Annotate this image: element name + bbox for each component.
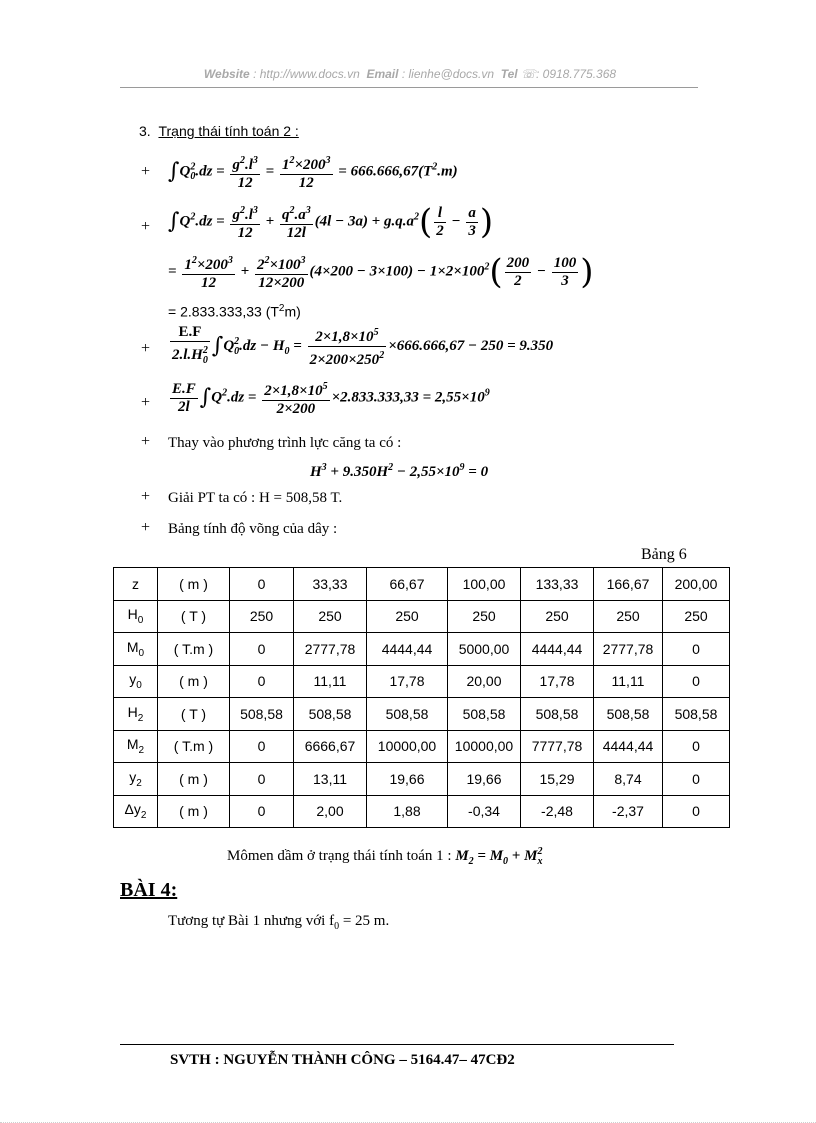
row-symbol: $M_2$: [114, 730, 158, 763]
eq2b-frac-4: [552, 255, 579, 290]
eq5-d: = 0: [464, 464, 489, 480]
eq1-unit-tail: .m): [437, 163, 458, 180]
row-unit: ( T ): [158, 600, 230, 633]
table-cell: -0,34: [448, 795, 521, 828]
table-row: [114, 795, 730, 828]
table-cell: 1,88: [367, 795, 448, 828]
eq1-result: 666.666,67(T: [350, 163, 433, 180]
caption-c: + M: [508, 848, 538, 864]
table-row: [114, 633, 730, 666]
table-cell: 15,29: [521, 763, 594, 796]
eq5-a: H: [310, 464, 322, 480]
row-unit: ( m ): [158, 795, 230, 828]
line-substitute: Thay vào phương trình lực căng ta có :: [168, 435, 402, 451]
eq3-n2: 2×1,8×10: [315, 329, 374, 345]
eq2b-n1: 1: [184, 257, 192, 273]
eq1-d1: 12: [237, 175, 253, 191]
eq1-frac-2: $\frac{1^2\times 200^3}{12}$: [280, 152, 333, 192]
table-cell: 508,58: [448, 698, 521, 731]
eq2c-tail: m): [284, 303, 301, 320]
table-cell: 250: [663, 600, 730, 633]
table-cell: 11,11: [594, 665, 663, 698]
equation-2b: = $\frac{1^2\times 200^3}{12}$ + $\frac{2^2\times 100^3}{12\times 200}$ $(4\times 200 - 3\times 100) - 1\times 2\times 100^2$( $\frac{200}{2}$ − $\frac{100}{3}$ ): [168, 252, 594, 292]
table-cell: 508,58: [594, 698, 663, 731]
eq4-n1: E.F: [172, 380, 196, 397]
eq3-frac-2: $\frac{2\times 1,8\times 10^5}{2\times 200\times 250^2}$: [308, 324, 387, 369]
table-cell: 250: [521, 600, 594, 633]
table-cell: 0: [663, 763, 730, 796]
table-cell: 0: [663, 730, 730, 763]
eq2-frac-2: $\frac{q^2.a^3}{12l}$: [280, 202, 313, 242]
row-symbol: $H_2$: [114, 698, 158, 731]
eq2c-value: = 2.833.333,33 (T: [168, 303, 279, 320]
eq2b-frac-1: $\frac{1^2\times 200^3}{12}$: [182, 252, 235, 292]
eq5-b: + 9.350H: [326, 464, 389, 480]
deflection-table: [113, 567, 730, 828]
eq2-frac-1: $\frac{g^2.l^3}{12}$: [230, 202, 259, 242]
table-cell: 10000,00: [367, 730, 448, 763]
eq2b-d2: 12×200: [258, 275, 305, 291]
table-cell: 4444,44: [521, 633, 594, 666]
eq2b-d3: 2: [514, 272, 522, 289]
integral-icon: ∫: [168, 159, 180, 184]
table-caption: [227, 843, 542, 871]
table-cell: 508,58: [230, 698, 294, 731]
eq3-frac-1: $\frac{E.F}{2.l.H_0^2}$: [172, 324, 208, 366]
table-cell: 250: [594, 600, 663, 633]
eq2-mid: (4l − 3a) + g.q.a: [314, 213, 414, 230]
email-label: Email: [366, 67, 399, 81]
section-title-text: Trạng thái tính toán 2 :: [158, 123, 299, 139]
page-header: [120, 67, 700, 81]
eq3-n1: E.F: [170, 324, 210, 342]
table-cell: 166,67: [594, 568, 663, 601]
table-cell: 0: [230, 730, 294, 763]
equation-4: $\frac{E.F}{2l}$ $\int Q^2.dz$ = $\frac{2\times 1,8\times 10^5}{2\times 200}$ $\times 2.833.333,33 = 2,55\times 10^9$: [168, 378, 490, 418]
tel-label: Tel: [500, 67, 518, 81]
eq1-n2: 1: [281, 157, 290, 173]
eq2b-d4: 3: [561, 272, 569, 289]
row-unit: ( m ): [158, 665, 230, 698]
table-cell: 13,11: [294, 763, 367, 796]
eq2b-n4: 100: [553, 254, 577, 271]
line-table-intro: Bảng tính độ võng của dây :: [168, 521, 338, 537]
table-cell: 5000,00: [448, 633, 521, 666]
eq3-tail: ×666.666,67 − 250 = 9.350: [388, 337, 554, 354]
exercise-4-text-body: Tương tự Bài 1 nhưng với f: [168, 913, 335, 929]
table-cell: 4444,44: [367, 633, 448, 666]
eq2b-n3: 200: [506, 254, 530, 271]
table-cell: 19,66: [448, 763, 521, 796]
eq2-frac-3: [434, 205, 446, 240]
table-cell: 2777,78: [294, 633, 367, 666]
table-cell: 100,00: [448, 568, 521, 601]
page-footer: SVTH : NGUYỄN THÀNH CÔNG – 5164.47– 47CĐ2: [170, 1052, 515, 1068]
table-cell: 20,00: [448, 665, 521, 698]
line-solve: Giải PT ta có : H = 508,58 T.: [168, 490, 343, 506]
email-value: : lienhe@docs.vn: [401, 67, 495, 81]
eq3-d1: 2.l.H: [172, 347, 203, 363]
caption-formula: $M_2 = M_0 + M^2_x$: [455, 846, 543, 867]
table-cell: 7777,78: [521, 730, 594, 763]
website-label: Website: [203, 67, 250, 81]
table-cell: 19,66: [367, 763, 448, 796]
table-row: [114, 665, 730, 698]
table-cell: 8,74: [594, 763, 663, 796]
equation-2: $\int Q^2.dz$ = $\frac{g^2.l^3}{12}$ + $\frac{q^2.a^3}{12l}$ $(4l - 3a) + g.q.a^2$( $\frac{l}{2}$ − $\frac{a}{3}$ ): [168, 202, 494, 242]
table-cell: 508,58: [521, 698, 594, 731]
website-value: : http://www.docs.vn: [253, 67, 360, 81]
eq2-d3: 2: [436, 222, 444, 239]
row-symbol: $y_2$: [114, 763, 158, 796]
bullet-plus: +: [141, 519, 151, 536]
row-symbol: $\Delta y_2$: [114, 795, 158, 828]
exercise-4-text-tail: = 25 m.: [339, 913, 390, 929]
table-cell: 2777,78: [594, 633, 663, 666]
eq2b-mid: (4×200 − 3×100) − 1×2×100: [309, 263, 485, 280]
eq2b-frac-3: [505, 255, 532, 290]
section-number: 3.: [139, 123, 151, 139]
row-symbol: $M_0$: [114, 633, 158, 666]
row-symbol: z: [114, 568, 158, 601]
eq2-lhs: Q: [179, 213, 191, 230]
equation-2c: = 2.833.333,33 $(T^2m)$: [168, 303, 301, 320]
row-unit: ( m ): [158, 568, 230, 601]
table-cell: 133,33: [521, 568, 594, 601]
table-cell: -2,37: [594, 795, 663, 828]
eq2b-d1: 12: [201, 275, 217, 291]
eq4-d1: 2l: [178, 398, 190, 415]
table-cell: 508,58: [294, 698, 367, 731]
eq4-d2: 2×200: [276, 401, 316, 417]
table-cell: 10000,00: [448, 730, 521, 763]
table-cell: 0: [230, 763, 294, 796]
equation-3: $\frac{E.F}{2.l.H_0^2}$ $\int Q^2_0.dz - H_0$ = $\frac{2\times 1,8\times 10^5}{2\times 200\times 250^2}$ ×666.666,67 − 250 = 9.350: [172, 324, 554, 368]
eq4-tail: ×2.833.333,33 = 2,55×10: [331, 389, 485, 406]
table-row: [114, 763, 730, 796]
bullet-plus: +: [141, 394, 151, 411]
table-row: [114, 698, 730, 731]
table-cell: 250: [448, 600, 521, 633]
header-rule: [120, 87, 698, 88]
table-cell: 0: [663, 795, 730, 828]
table-cell: 0: [663, 633, 730, 666]
table-cell: 250: [367, 600, 448, 633]
bullet-plus: +: [141, 163, 151, 180]
bullet-plus: +: [141, 488, 151, 505]
eq1-lhs: Q: [179, 163, 191, 180]
eq2-d2: 12l: [286, 225, 306, 241]
table-row: [114, 730, 730, 763]
equation-5: $H^3 + 9.350H^2 - 2,55\times 10^9 = 0$: [310, 462, 489, 480]
table-cell: 17,78: [521, 665, 594, 698]
exercise-4-title: BÀI 4:: [120, 879, 178, 901]
eq1-d2: 12: [298, 175, 314, 191]
caption-a: M: [455, 848, 469, 864]
table-row: [114, 600, 730, 633]
row-unit: ( T.m ): [158, 633, 230, 666]
eq2-n3: l: [434, 205, 446, 223]
table-cell: 508,58: [663, 698, 730, 731]
bullet-plus: +: [141, 218, 151, 235]
table-cell: -2,48: [521, 795, 594, 828]
tel-value: : 0918.775.368: [535, 67, 617, 81]
exercise-4-text: Tương tự Bài 1 nhưng với $f_0 = 25$ m.: [168, 913, 390, 932]
eq2-d1: 12: [237, 225, 253, 241]
table-cell: 508,58: [367, 698, 448, 731]
table-cell: 11,11: [294, 665, 367, 698]
eq3-mid: Q: [223, 337, 235, 354]
eq4-n2: 2×1,8×10: [264, 383, 323, 399]
eq2-frac-4: [466, 205, 478, 240]
caption-text: Mômen dầm ở trạng thái tính toán 1 :: [227, 848, 452, 864]
table-cell: 4444,44: [594, 730, 663, 763]
integral-icon: ∫: [199, 385, 212, 410]
table-cell: 200,00: [663, 568, 730, 601]
phone-icon: ☏: [520, 67, 536, 81]
eq2-n4: a: [468, 204, 476, 221]
footer-rule: [120, 1044, 674, 1045]
integral-icon: ∫: [211, 333, 224, 359]
row-unit: ( T.m ): [158, 730, 230, 763]
eq2b-frac-2: $\frac{2^2\times 100^3}{12\times 200}$: [255, 252, 308, 292]
row-symbol: $y_0$: [114, 665, 158, 698]
eq5-c: − 2,55×10: [393, 464, 460, 480]
table-cell: 6666,67: [294, 730, 367, 763]
row-unit: ( T ): [158, 698, 230, 731]
eq3-d2: 2×200×250: [309, 352, 380, 368]
table-label: Bảng 6: [641, 546, 687, 563]
eq2-d4: 3: [468, 222, 476, 239]
bullet-plus: +: [141, 433, 151, 450]
section-title: [139, 122, 299, 140]
bullet-plus: +: [141, 340, 151, 357]
table-cell: 0: [230, 795, 294, 828]
table-cell: 0: [230, 633, 294, 666]
table-cell: 250: [230, 600, 294, 633]
integral-icon: ∫: [168, 209, 180, 234]
table-cell: 0: [230, 665, 294, 698]
table-cell: 66,67: [367, 568, 448, 601]
eq4-frac-2: $\frac{2\times 1,8\times 10^5}{2\times 200}$: [262, 378, 329, 418]
table-cell: 17,78: [367, 665, 448, 698]
eq1-frac-1: $\frac{g^2.l^3}{12}$: [230, 152, 259, 192]
eq1-n1: g: [232, 157, 240, 173]
table-cell: 0: [663, 665, 730, 698]
table-cell: 250: [294, 600, 367, 633]
table-cell: 2,00: [294, 795, 367, 828]
row-unit: ( m ): [158, 763, 230, 796]
eq4-mid: Q: [211, 389, 223, 406]
eq2b-n2: 2: [256, 257, 265, 273]
row-symbol: $H_0$: [114, 600, 158, 633]
table-cell: 33,33: [294, 568, 367, 601]
caption-b: = M: [473, 848, 504, 864]
equation-1: $\int Q^2_0.dz$ = $\frac{g^2.l^3}{12}$ = $\frac{1^2\times 200^3}{12}$ = $666.666,67(T^2.m)$: [168, 152, 458, 192]
table-cell: 0: [230, 568, 294, 601]
table-row: [114, 568, 730, 601]
eq4-frac-1: [170, 381, 198, 416]
